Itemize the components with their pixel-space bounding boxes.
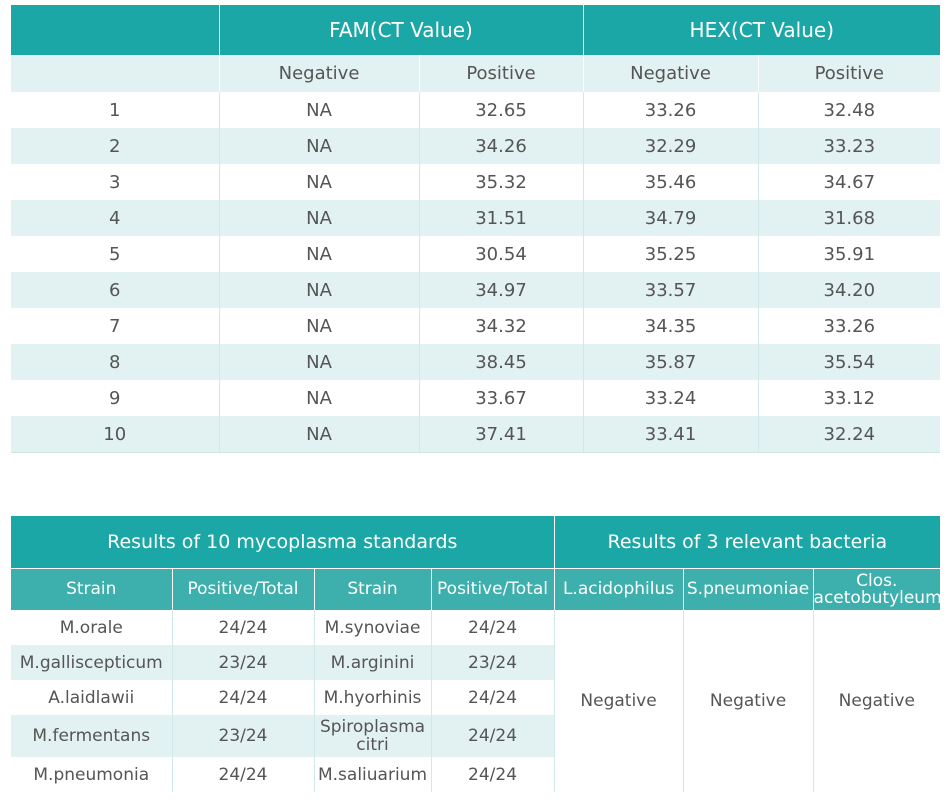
strain-name: M.arginini (314, 645, 431, 680)
hex-positive-value: 33.23 (758, 128, 940, 164)
fam-positive-value: 35.32 (419, 164, 583, 200)
fam-positive-value: 34.32 (419, 308, 583, 344)
positive-total-value: 23/24 (431, 645, 554, 680)
fam-negative-value: NA (219, 236, 419, 272)
hex-positive-header: Positive (758, 55, 940, 92)
strain-name: M.saliuarium (314, 757, 431, 792)
hex-positive-value: 32.48 (758, 92, 940, 128)
hex-negative-header: Negative (583, 55, 758, 92)
sample-number: 7 (11, 308, 219, 344)
sample-number: 5 (11, 236, 219, 272)
table-row (11, 610, 940, 645)
positive-total-value: 24/24 (431, 715, 554, 757)
s-pneumoniae-header: S.pneumoniae (683, 569, 813, 611)
hex-negative-value: 34.35 (583, 308, 758, 344)
hex-negative-value: 35.87 (583, 344, 758, 380)
fam-positive-value: 37.41 (419, 416, 583, 453)
table-row (11, 128, 940, 164)
hex-positive-value: 31.68 (758, 200, 940, 236)
table-row (11, 380, 940, 416)
fam-group-header: FAM(CT Value) (219, 5, 583, 55)
sample-number: 10 (11, 416, 219, 453)
table-row (11, 236, 940, 272)
fam-positive-value: 34.97 (419, 272, 583, 308)
hex-negative-value: 33.24 (583, 380, 758, 416)
strain-name: M.synoviae (314, 610, 431, 645)
fam-positive-value: 38.45 (419, 344, 583, 380)
strain-name: M.pneumonia (11, 757, 172, 792)
strain-name: A.laidlawii (11, 680, 172, 715)
sample-number: 8 (11, 344, 219, 380)
hex-negative-value: 35.46 (583, 164, 758, 200)
strain-name: Spiroplasma citri (314, 715, 431, 757)
fam-negative-value: NA (219, 164, 419, 200)
table-row (11, 92, 940, 128)
fam-positive-value: 30.54 (419, 236, 583, 272)
sample-number: 6 (11, 272, 219, 308)
table-row (11, 416, 940, 453)
specificity-title-row (11, 516, 940, 569)
hex-positive-value: 35.91 (758, 236, 940, 272)
strain-name: M.fermentans (11, 715, 172, 757)
fam-positive-value: 32.65 (419, 92, 583, 128)
fam-negative-value: NA (219, 416, 419, 453)
fam-negative-value: NA (219, 128, 419, 164)
strain-name: M.orale (11, 610, 172, 645)
s-pneumoniae-result: Negative (683, 610, 813, 792)
hex-positive-value: 32.24 (758, 416, 940, 453)
sample-number: 1 (11, 92, 219, 128)
specificity-table (11, 516, 940, 792)
clos-acetobutyleum-result: Negative (813, 610, 940, 792)
strain-header: Strain (11, 569, 172, 611)
hex-group-header: HEX(CT Value) (583, 5, 940, 55)
fam-negative-value: NA (219, 272, 419, 308)
positive-total-value: 24/24 (431, 680, 554, 715)
hex-negative-value: 33.57 (583, 272, 758, 308)
ct-value-table (11, 5, 940, 453)
fam-negative-value: NA (219, 380, 419, 416)
hex-negative-value: 35.25 (583, 236, 758, 272)
ct-sub-header-row (11, 55, 940, 92)
fam-positive-value: 31.51 (419, 200, 583, 236)
sample-number: 4 (11, 200, 219, 236)
positive-total-value: 24/24 (172, 680, 314, 715)
ct-group-header-row (11, 5, 940, 55)
positive-total-value: 23/24 (172, 715, 314, 757)
sample-number: 9 (11, 380, 219, 416)
hex-positive-value: 34.67 (758, 164, 940, 200)
table-row (11, 200, 940, 236)
strain-header: Strain (314, 569, 431, 611)
table-row (11, 164, 940, 200)
positive-total-value: 24/24 (431, 757, 554, 792)
hex-negative-value: 34.79 (583, 200, 758, 236)
table-row (11, 308, 940, 344)
specificity-header-row (11, 569, 940, 611)
hex-positive-value: 34.20 (758, 272, 940, 308)
hex-negative-value: 33.41 (583, 416, 758, 453)
l-acidophilus-result: Negative (554, 610, 683, 792)
fam-negative-value: NA (219, 344, 419, 380)
strain-name: M.galliscepticum (11, 645, 172, 680)
relevant-bacteria-title: Results of 3 relevant bacteria (554, 516, 940, 569)
fam-positive-value: 34.26 (419, 128, 583, 164)
clos-acetobutyleum-header: Clos. acetobutyleum (813, 569, 940, 611)
table-row (11, 272, 940, 308)
fam-positive-value: 33.67 (419, 380, 583, 416)
fam-negative-value: NA (219, 200, 419, 236)
sample-number: 2 (11, 128, 219, 164)
positive-total-header: Positive/Total (431, 569, 554, 611)
positive-total-header: Positive/Total (172, 569, 314, 611)
positive-total-value: 24/24 (172, 757, 314, 792)
fam-negative-value: NA (219, 92, 419, 128)
sample-number: 3 (11, 164, 219, 200)
hex-negative-value: 33.26 (583, 92, 758, 128)
hex-positive-value: 33.26 (758, 308, 940, 344)
positive-total-value: 23/24 (172, 645, 314, 680)
table-row (11, 344, 940, 380)
hex-positive-value: 33.12 (758, 380, 940, 416)
hex-negative-value: 32.29 (583, 128, 758, 164)
positive-total-value: 24/24 (172, 610, 314, 645)
fam-positive-header: Positive (419, 55, 583, 92)
mycoplasma-standards-title: Results of 10 mycoplasma standards (11, 516, 554, 569)
ct-sub-corner-cell (11, 55, 219, 92)
hex-positive-value: 35.54 (758, 344, 940, 380)
positive-total-value: 24/24 (431, 610, 554, 645)
l-acidophilus-header: L.acidophilus (554, 569, 683, 611)
ct-corner-cell (11, 5, 219, 55)
fam-negative-header: Negative (219, 55, 419, 92)
strain-name: M.hyorhinis (314, 680, 431, 715)
fam-negative-value: NA (219, 308, 419, 344)
